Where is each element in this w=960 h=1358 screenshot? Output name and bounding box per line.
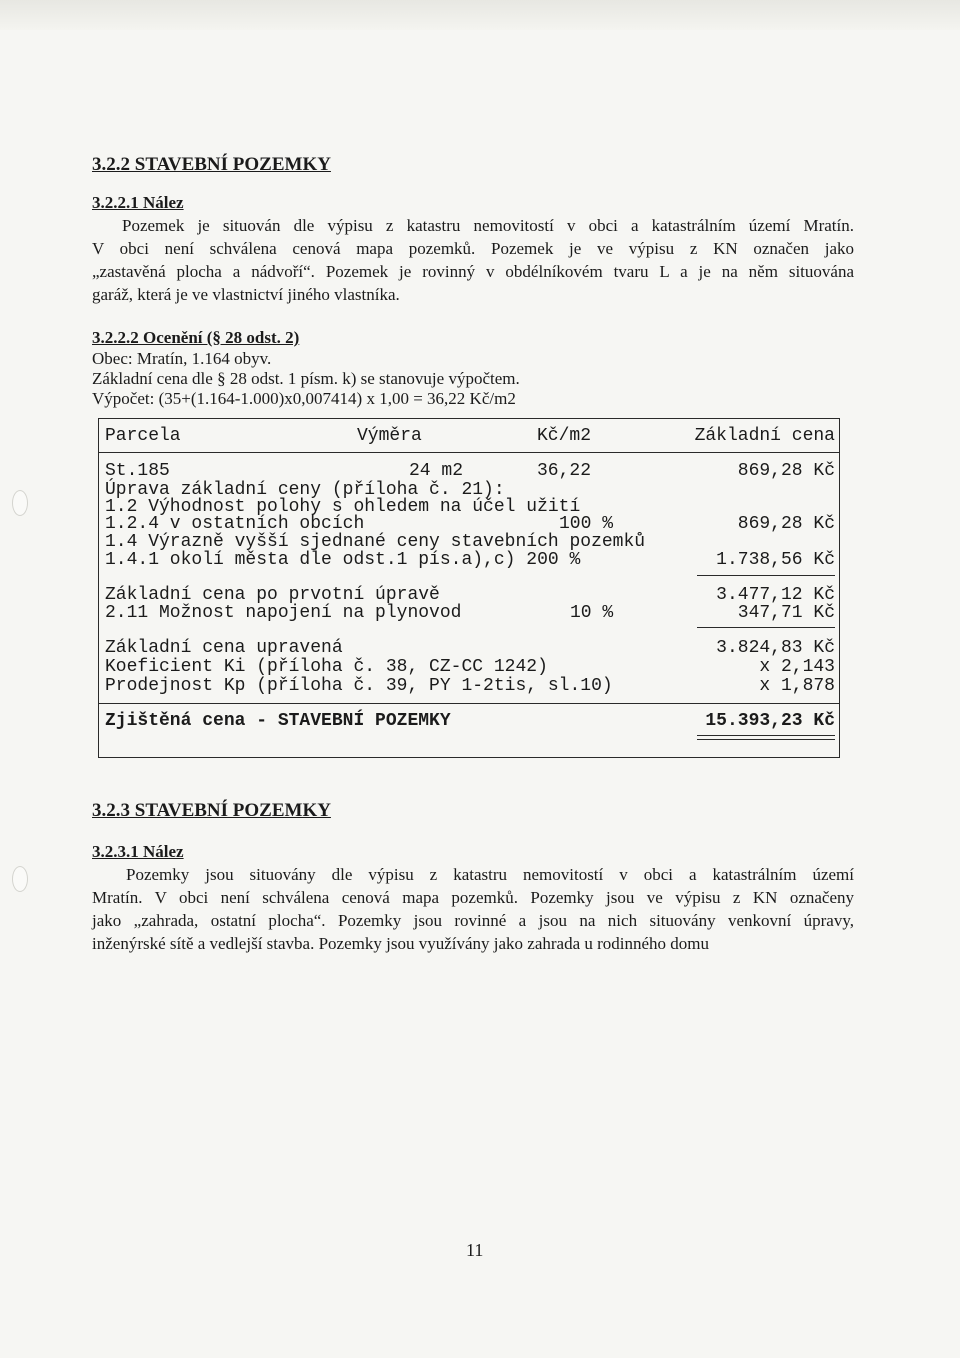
paragraph-line: Pozemky jsou situovány dle výpisu z katastru nemovitostí v obci a katastrálním území bbox=[126, 865, 854, 884]
uprava-1-2-4-pct: 100 % bbox=[559, 514, 614, 534]
header-zakladni-cena: Základní cena bbox=[694, 426, 835, 446]
double-underline bbox=[697, 735, 835, 736]
uprava-1-4-1-value: 1.738,56 Kč bbox=[716, 550, 835, 570]
subsection-heading: 3.2.3.1 Nález bbox=[92, 842, 184, 861]
cell-vymera: 24 m2 bbox=[409, 461, 464, 481]
uprava-2-11: 2.11 Možnost napojení na plynovod bbox=[105, 603, 462, 623]
nalez-paragraph bbox=[92, 863, 854, 955]
uprava-1-2: 1.2 Výhodnost polohy s ohledem na účel užití bbox=[105, 497, 581, 517]
paragraph-line: Pozemek je situován dle výpisu z katastru nemovitostí v obci a katastrálním území Mratín. bbox=[122, 216, 854, 235]
zakladni-cena-line: Základní cena dle § 28 odst. 1 písm. k) se stanovuje výpočtem. bbox=[92, 369, 520, 388]
uprava-1-2-4-value: 869,28 Kč bbox=[737, 514, 835, 534]
header-divider bbox=[99, 452, 839, 453]
cell-cena: 869,28 Kč bbox=[737, 461, 835, 481]
scan-top-band bbox=[0, 0, 960, 30]
uprava-label: Úprava základní ceny (příloha č. 21): bbox=[105, 480, 505, 500]
paragraph-line: Mratín. V obci není schválena cenová mapa pozemků. Pozemky jsou ve výpisu z KN označeny bbox=[92, 888, 854, 907]
uprava-1-4-1: 1.4.1 okolí města dle odst.1 pís.a),c) 200 % bbox=[105, 550, 581, 570]
uprava-1-4: 1.4 Výrazně vyšší sjednané ceny stavebních pozemků bbox=[105, 532, 646, 552]
paragraph-line: „zastavěná plocha a nádvoří“. Pozemek je rovinný v obdélníkovém tvaru L a je na něm situována bbox=[92, 262, 854, 281]
header-vymera: Výměra bbox=[357, 426, 422, 446]
zc-upravena-label: Základní cena upravená bbox=[105, 638, 343, 658]
punch-hole bbox=[12, 866, 28, 892]
punch-hole bbox=[12, 490, 28, 516]
valuation-table bbox=[98, 418, 840, 758]
subsection-heading: 3.2.2.1 Nález bbox=[92, 193, 184, 212]
section-heading: 3.2.3 STAVEBNÍ POZEMKY bbox=[92, 800, 331, 821]
section-heading: 3.2.2 STAVEBNÍ POZEMKY bbox=[92, 154, 331, 175]
obec-line: Obec: Mratín, 1.164 obyv. bbox=[92, 349, 272, 368]
total-rule bbox=[99, 703, 839, 704]
paragraph-line: garáž, která je ve vlastnictví jiného vlastníka. bbox=[92, 285, 400, 304]
paragraph-line: V obci není schválena cenová mapa pozemků. Pozemek je ve výpisu z KN označen jako bbox=[92, 239, 854, 258]
nalez-paragraph bbox=[92, 214, 854, 306]
zjistena-cena-label: Zjištěná cena - STAVEBNÍ POZEMKY bbox=[105, 711, 451, 731]
sum-rule bbox=[697, 575, 835, 576]
koeficient-label: Koeficient Ki (příloha č. 38, CZ-CC 1242) bbox=[105, 657, 548, 677]
paragraph-line: jako „zahrada, ostatní plocha“. Pozemky jsou rovinné a jsou na nich situovány venkovní úpravy, bbox=[92, 911, 854, 930]
header-parcela: Parcela bbox=[105, 426, 181, 446]
zc-upravena-value: 3.824,83 Kč bbox=[716, 638, 835, 658]
page-number: 11 bbox=[466, 1240, 484, 1260]
prodejnost-label: Prodejnost Kp (příloha č. 39, PY 1-2tis, sl.10) bbox=[105, 676, 613, 696]
uprava-2-11-pct: 10 % bbox=[570, 603, 614, 623]
vypocet-line: Výpočet: (35+(1.164-1.000)x0,007414) x 1,00 = 36,22 Kč/m2 bbox=[92, 389, 516, 408]
paragraph-line: inženýrské sítě a vedlejší stavba. Pozemky jsou využívány jako zahrada u rodinného domu bbox=[92, 934, 710, 953]
zjistena-cena-value: 15.393,23 Kč bbox=[705, 711, 835, 731]
header-kc-m2: Kč/m2 bbox=[537, 426, 592, 446]
zc-prvotni-value: 3.477,12 Kč bbox=[716, 585, 835, 605]
sum-rule bbox=[697, 627, 835, 628]
cell-kc-m2: 36,22 bbox=[537, 461, 592, 481]
uprava-2-11-value: 347,71 Kč bbox=[737, 603, 835, 623]
cell-parcela: St.185 bbox=[105, 461, 170, 481]
prodejnost-value: x 1,878 bbox=[759, 676, 835, 696]
koeficient-value: x 2,143 bbox=[759, 657, 835, 677]
subsection-heading: 3.2.2.2 Ocenění (§ 28 odst. 2) bbox=[92, 328, 300, 347]
double-underline bbox=[697, 739, 835, 740]
uprava-1-2-4: 1.2.4 v ostatních obcích bbox=[105, 514, 365, 534]
zc-prvotni-label: Základní cena po prvotní úpravě bbox=[105, 585, 440, 605]
